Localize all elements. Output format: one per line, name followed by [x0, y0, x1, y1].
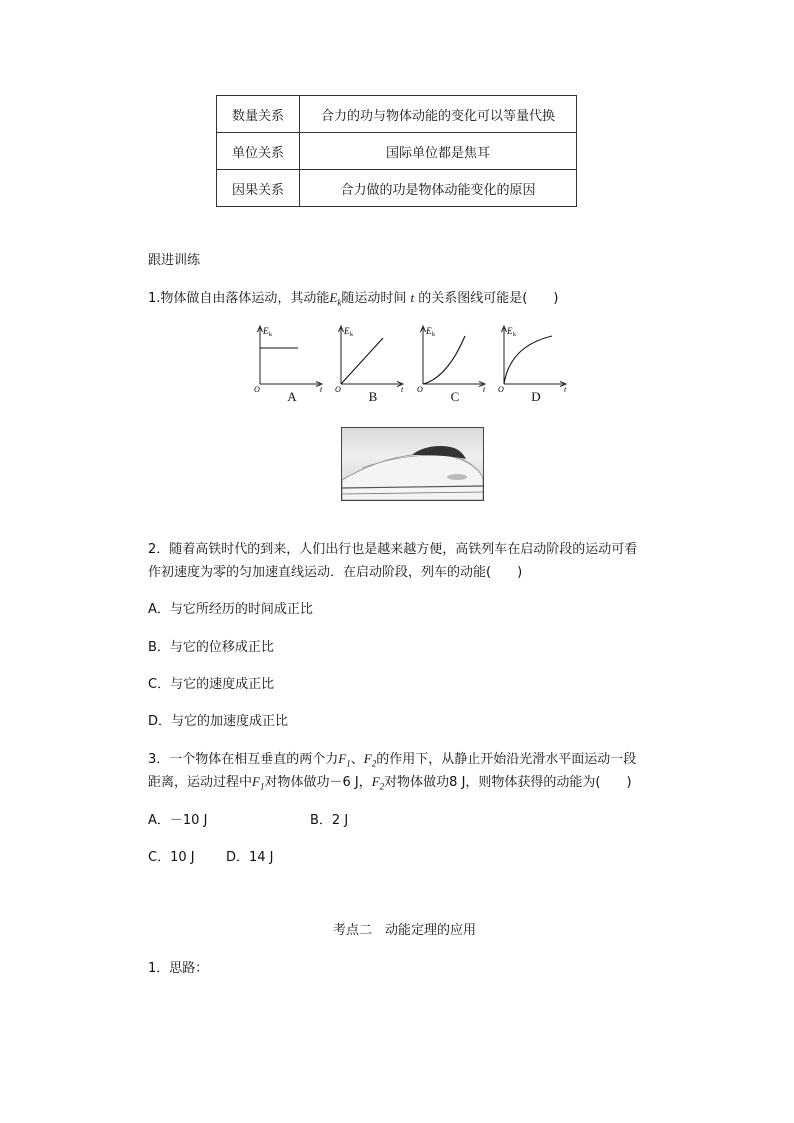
y-axis-label: E [263, 326, 269, 336]
q1-prefix: 1.物体做自由落体运动，其动能 [148, 291, 330, 306]
section-follow-heading: 跟进训练 [148, 253, 201, 268]
x-axis-label: t [320, 385, 323, 392]
table-cell-key: 数量关系 [217, 96, 300, 133]
q1-mid: 随运动时间 [341, 291, 407, 306]
x-axis-label: t [401, 385, 404, 392]
item-1-heading: 1．思路： [148, 961, 209, 976]
y-axis-label: E [426, 326, 432, 336]
q2-option-a: A．与它所经历的时间成正比 [148, 602, 313, 617]
q2-option-c: C．与它的速度成正比 [148, 677, 275, 692]
table-row [217, 170, 577, 207]
ek-curve [341, 338, 383, 384]
x-axis [341, 382, 403, 387]
graph-label-b: B [368, 389, 378, 404]
x-axis [260, 382, 322, 387]
table-row [217, 96, 577, 133]
question-3-line-2: 距离，运动过程中$F_1$对物体做功－6 J，$F_2$对物体做功8 J，则物体获得的动能为( ) [148, 774, 632, 792]
graph-label-c: C [450, 389, 460, 404]
relationship-table [216, 95, 577, 207]
y-axis-label-sub: k [513, 332, 516, 338]
origin-label: O [417, 385, 423, 392]
question-3-line-1: 3．一个物体在相互垂直的两个力$F_1$、$F_2$的作用下，从静止开始沿光滑水平面运动一段 [148, 751, 637, 769]
y-axis [339, 326, 344, 384]
ek-curve [423, 336, 465, 384]
y-axis-label-sub: k [432, 332, 435, 338]
ek-curve [504, 336, 552, 384]
y-axis-label: E [344, 326, 350, 336]
section-2-title: 考点二 动能定理的应用 [333, 923, 477, 938]
y-axis [421, 326, 426, 384]
y-axis-label-sub: k [269, 332, 272, 338]
origin-label: O [335, 385, 341, 392]
q3-option-a: A．－10 J [148, 813, 208, 828]
x-axis [504, 382, 566, 387]
table-cell-value: 国际单位都是焦耳 [300, 133, 577, 170]
q3-option-c: C．10 J [148, 850, 195, 865]
q2-option-b: B．与它的位移成正比 [148, 640, 274, 655]
y-axis-label: E [507, 326, 513, 336]
question-2-line-2: 作初速度为零的匀加速直线运动．在启动阶段，列车的动能( ) [148, 565, 523, 580]
q1-ek-symbol: $E_k$ [329, 290, 342, 308]
table-cell-value: 合力做的功是物体动能变化的原因 [300, 170, 577, 207]
origin-label: O [498, 385, 504, 392]
graph-label-a: A [287, 389, 297, 404]
table-cell-value: 合力的功与物体动能的变化可以等量代换 [300, 96, 577, 133]
f2-symbol: $F_2$ [371, 774, 385, 792]
origin-label: O [254, 385, 260, 392]
f1-symbol: $F_1$ [252, 774, 265, 792]
high-speed-train-photo [341, 427, 484, 501]
y-axis [258, 326, 263, 384]
table-row [217, 133, 577, 170]
question-2-line-1: 2．随着高铁时代的到来，人们出行也是越来越方便，高铁列车在启动阶段的运动可看 [148, 542, 638, 557]
q3-option-d: D．14 J [226, 850, 274, 865]
q2-option-d: D．与它的加速度成正比 [148, 714, 289, 729]
question-1 [148, 289, 558, 312]
q3-option-b: B．2 J [310, 813, 349, 828]
x-axis-label: t [483, 385, 486, 392]
f2-symbol: $F_2$ [363, 751, 377, 769]
q1-suffix: 的关系图线可能是( ) [418, 291, 559, 306]
x-axis-label: t [564, 385, 567, 392]
x-axis [423, 382, 485, 387]
graph-label-d: D [531, 389, 541, 404]
y-axis-label-sub: k [350, 332, 353, 338]
f1-symbol: $F_1$ [338, 751, 351, 769]
q1-t-symbol: t [410, 290, 415, 305]
table-cell-key: 单位关系 [217, 133, 300, 170]
table-cell-key: 因果关系 [217, 170, 300, 207]
